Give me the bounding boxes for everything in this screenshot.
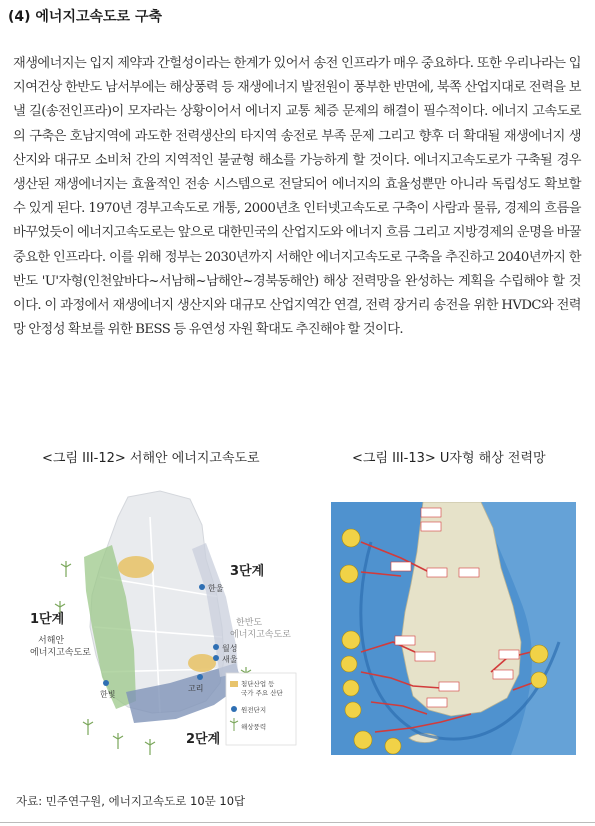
west-coast-map-svg: [30, 487, 300, 762]
west-coast-energy-highway-figure: [30, 487, 300, 762]
nuclear-dot-hanbit: [103, 680, 109, 686]
peninsula-label-line2: 에너지고속도로: [230, 630, 291, 640]
body-paragraph: 재생에너지는 입지 제약과 간헐성이라는 한계가 있어서 송전 인프라가 매우 중요하다. 또한 우리나라는 입지여건상 한반도 남서부에는 해상풍력 등 재생에너지 발전원이 풍부한 반면에, 북쪽 산업지대로 전력을 보낼 길(송전인프라)이 모자라는 상황이어서 에너지 교통 체증 문제의 해결이 필수적이다. 에너지 고속도로의 구축은 호남지역에 과도한 전력생산의 타지역 송전로 부족 문제 그리고 향후 더 확대될 재생에너지 생산지와 대규모 소비처 간의 지역적인 불균형 해소를 가능하게 할 것이다. 에너지고속도로가 구축될 경우 생산된 재생에너지는 효율적인 전송 시스템으로 전달되어 에너지의 효율성뿐만 아니라 독립성도 확보할 수 있게 된다. 1970년 경부고속도로 개통, 2000년초 인터넷고속도로 구축이 사람과 물류, 경제의 흐름을 바꾸었듯이 에너지고속도로는 앞으로 대한민국의 산업지도와 에너지 흐름 그리고 지방경제의 운명을 바꿀 중요한 인프라다. 이를 위해 정부는 2030년까지 서해안 에너지고속도로 구축을 추진하고 2040년까지 한반도 'U'자형(인천앞바다~서남해~남해안~경북동해안) 해상 전력망을 완성하는 계획을 수립해야 할 것이다. 이 과정에서 재생에너지 생산지와 대규모 산업지역간 연결, 전력 장거리 송전을 위한 HVDC와 전력망 안정성 확보를 위한 BESS 등 유연성 자원 확대도 추진해야 할 것이다.: [13, 56, 581, 338]
west-label-line2: 에너지고속도로: [30, 648, 91, 658]
section-title: (4) 에너지고속도로 구축: [8, 9, 163, 25]
figure-right-caption: <그림 III-13> U자형 해상 전력망: [352, 451, 546, 466]
nuclear-dot-saeul: [213, 655, 219, 661]
industry-area-capital: [118, 556, 154, 578]
legend-wind-label: 해상풍력: [241, 723, 267, 731]
stage1-label: 1단계: [30, 612, 65, 627]
legend-nuclear-label: 원전단지: [241, 706, 267, 714]
west-label-line1: 서해안: [38, 636, 65, 646]
city-label-gori: 고리: [188, 684, 204, 693]
u-shaped-offshore-grid-figure: [331, 502, 576, 755]
u-shaped-grid-map-svg: [331, 502, 576, 755]
figure-legend: [226, 673, 296, 745]
city-label-saeul: 새울: [222, 655, 238, 664]
industry-area-southeast: [188, 654, 216, 672]
bottom-divider: [0, 822, 595, 823]
city-label-hanbit: 한빛: [100, 690, 116, 699]
legend-industry-label1: 첨단산업 등: [241, 680, 275, 688]
legend-nuclear-dot: [231, 706, 237, 712]
figure-left-caption: <그림 III-12> 서해안 에너지고속도로: [42, 451, 260, 466]
legend-industry-swatch: [230, 681, 238, 687]
peninsula-label-line1: 한반도: [236, 618, 263, 628]
city-label-hanul: 한울: [208, 584, 224, 593]
stage2-label: 2단계: [186, 732, 221, 747]
nuclear-dot-gori: [197, 674, 203, 680]
source-note: 자료: 민주연구원, 에너지고속도로 10문 10답: [16, 794, 246, 808]
legend-industry-label2: 국가 주요 산단: [241, 689, 283, 697]
stage3-label: 3단계: [230, 564, 265, 579]
nuclear-dot-hanul: [199, 584, 205, 590]
city-label-wolseong: 월성: [222, 644, 238, 653]
nuclear-dot-wolseong: [213, 644, 219, 650]
